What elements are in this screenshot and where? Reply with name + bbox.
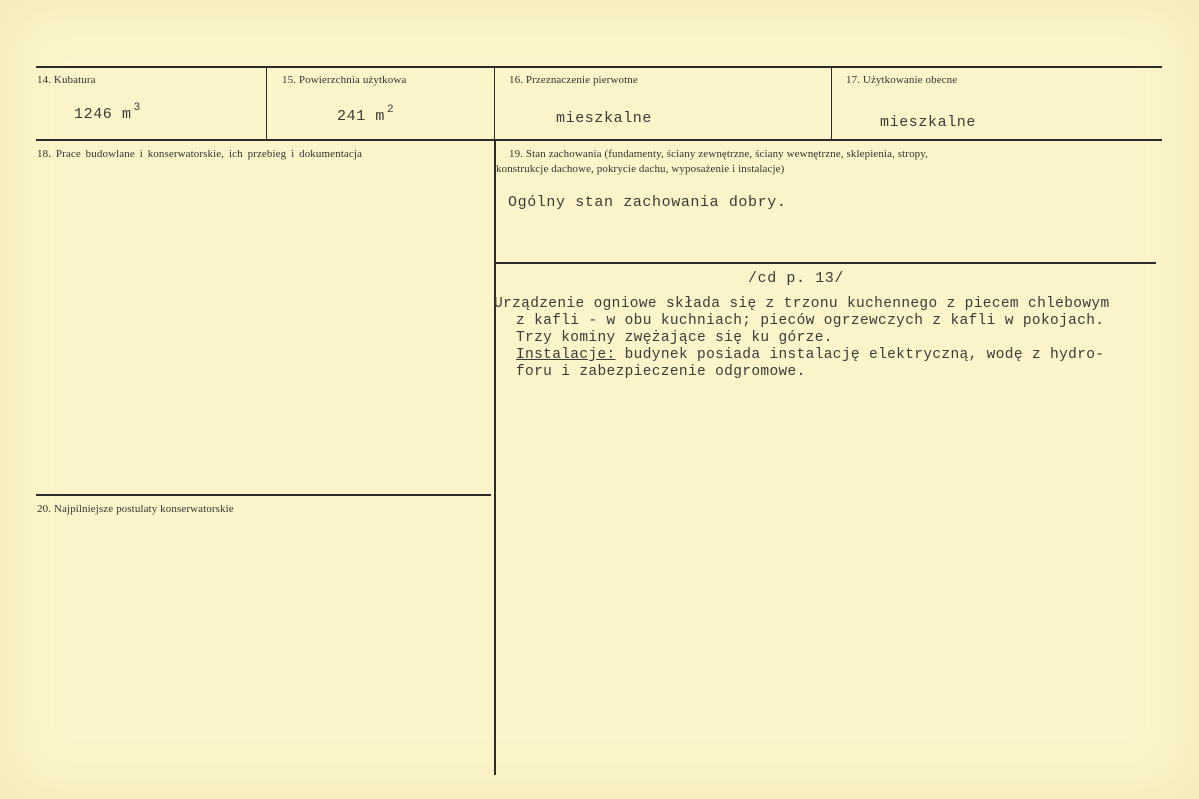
field20-top-rule — [36, 494, 491, 496]
field17-value: mieszkalne — [880, 114, 977, 131]
field19-bottom-rule — [496, 262, 1156, 264]
field17-label: 17. Użytkowanie obecne — [846, 74, 958, 86]
divider-16-17 — [831, 68, 832, 139]
field16-label: 16. Przeznaczenie pierwotne — [509, 74, 638, 86]
installations-label: Instalacje: — [516, 347, 616, 363]
field15-unit-exponent: 2 — [387, 104, 395, 116]
divider-15-16 — [494, 68, 495, 139]
continuation-line3: Trzy kominy zwężające się ku górze. — [516, 330, 833, 346]
field14-label: 14. Kubatura — [37, 74, 96, 86]
row1-bottom-rule — [36, 139, 1162, 141]
field19-label-line1: 19. Stan zachowania (fundamenty, ściany zewnętrzne, ściany wewnętrzne, sklepienia, stropy, — [509, 148, 929, 160]
field18-label: 18. Prace budowlane i konserwatorskie, ich przebieg i dokumentacja — [37, 148, 362, 160]
top-rule — [36, 66, 1162, 68]
field14-value: 1246 m $^3$ — [74, 102, 141, 123]
field15-label: 15. Powierzchnia użytkowa — [282, 74, 407, 86]
field14-unit-exponent: 3 — [133, 102, 141, 114]
main-vertical-divider — [494, 141, 496, 775]
field16-value: mieszkalne — [556, 110, 653, 127]
field15-value: 241 m $^2$ — [337, 104, 395, 125]
continuation-line5: foru i zabezpieczenie odgromowe. — [516, 364, 806, 380]
continuation-line1: Urządzenie ogniowe składa się z trzonu kuchennego z piecem chlebowym — [494, 296, 1110, 312]
field19-value: Ogólny stan zachowania dobry. — [508, 194, 787, 211]
field19-label-line2: konstrukcje dachowe, pokrycie dachu, wyposażenie i instalacje) — [496, 163, 785, 175]
continuation-heading: /cd p. 13/ — [748, 270, 845, 287]
divider-14-15 — [266, 68, 267, 139]
continuation-line2: z kafli - w obu kuchniach; pieców ogrzewczych z kafli w pokojach. — [516, 313, 1105, 329]
field20-label: 20. Najpilniejsze postulaty konserwatorskie — [37, 503, 234, 515]
continuation-line4: Instalacje: budynek posiada instalację elektryczną, wodę z hydro- — [516, 347, 1105, 363]
